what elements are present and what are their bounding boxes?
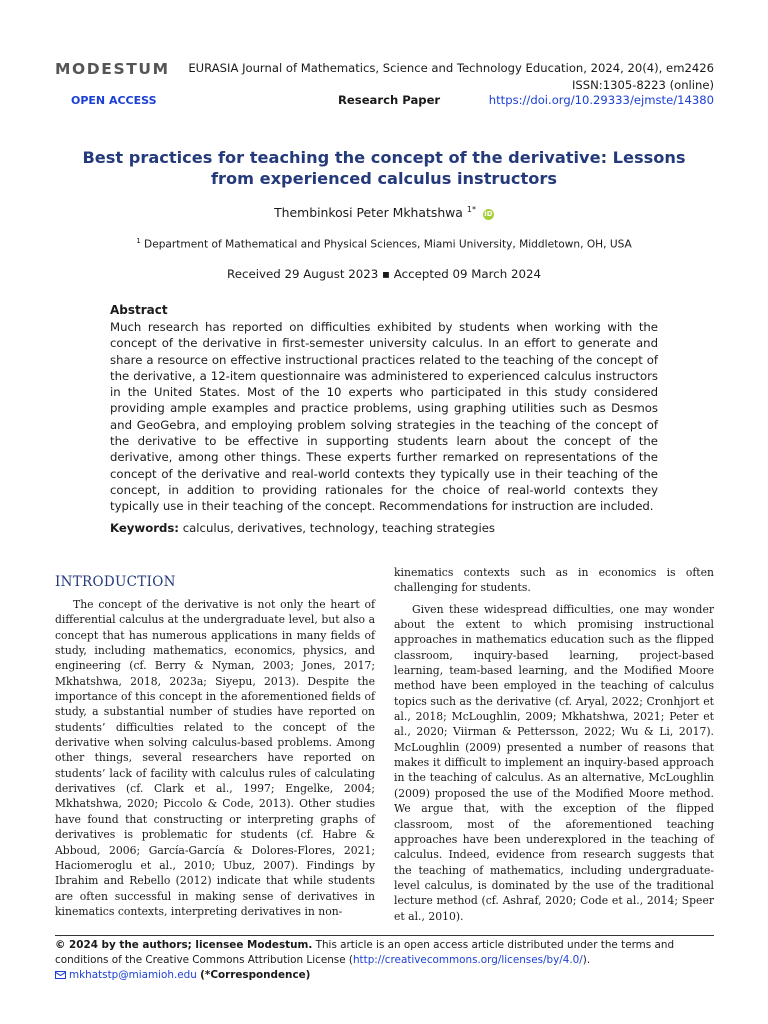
- license-link[interactable]: http://creativecommons.org/licenses/by/4.0/: [352, 953, 583, 966]
- intro-paragraph-2: Given these widespread difficulties, one may wonder about the extent to which promising instructional approaches in mathematics education such as the flipped classroom, inquiry-based learning, project-based learning, team-based learning, and the Modified Moore method have been employed in the teaching of calculus topics such as the derivative (cf. Aryal, 2022; Cronhjort et al., 2018; McLoughlin, 2009; Mkhatshwa, 2021; Peter et al., 2020; Viirman & Pettersson, 2022; Wu & Li, 2017). McLoughlin (2009) presented a number of reasons that makes it difficult to implement an inquiry-based approach in the teaching of calculus. As an alternative, McLoughlin (2009) proposed the use of the Modified Moore method. We argue that, with the exception of the flipped classroom, most of the aforementioned teaching approaches have been underexplored in the teaching of calculus. Indeed, evidence from research suggests that the teaching of mathematics, including undergraduate-level calculus, is dominated by the use of the traditional lecture method (cf. Ashraf, 2020; Code et al., 2014; Speer et al., 2010).: [394, 602, 714, 923]
- body-column-right: [394, 565, 714, 924]
- open-access-badge: OPEN ACCESS: [71, 94, 157, 107]
- author-line: [0, 205, 768, 220]
- issn: ISSN:1305-8223 (online): [571, 78, 714, 92]
- orcid-icon[interactable]: iD: [484, 210, 493, 219]
- keywords-label: Keywords:: [110, 521, 179, 535]
- intro-paragraph-1: The concept of the derivative is not only the heart of differential calculus at the undergraduate level, but also a concept that has numerous applications in many fields of study, including mathematics, economics, physics, and engineering (cf. Berry & Nyman, 2003; Jones, 2017; Mkhatshwa, 2018, 2023a; Siyepu, 2013). Despite the importance of this concept in the aforementioned fields of study, a substantial number of studies have reported on students’ difficulties related to the concept of the derivative when solving calculus-based problems. Among other things, several researchers have reported on students’ lack of facility with calculus rules of calculating derivatives (cf. Clark et al., 1997; Engelke, 2004; Mkhatshwa, 2020; Piccolo & Code, 2013). Other studies have found that constructing or interpreting graphs of derivatives is problematic for students (cf. Habre & Abboud, 2006; García-García & Dolores-Flores, 2021; Haciomeroglu et al., 2010; Ubuz, 2007). Findings by Ibrahim and Rebello (2012) indicate that while students are often successful in making sense of derivatives in kinematics contexts, interpreting derivatives in non-: [55, 598, 375, 918]
- journal-citation: EURASIA Journal of Mathematics, Science and Technology Education, 2024, 20(4), em2426: [188, 61, 714, 75]
- correspondence-line: [55, 968, 714, 983]
- mail-icon: [55, 971, 66, 979]
- license-notice: [55, 938, 714, 968]
- license-end: ).: [582, 953, 591, 966]
- correspondence-label: (*Correspondence): [200, 968, 311, 981]
- author-name[interactable]: Thembinkosi Peter Mkhatshwa: [274, 205, 463, 221]
- abstract-heading: Abstract: [110, 303, 168, 317]
- footer-notes: [55, 938, 714, 982]
- affiliation-text: Department of Mathematical and Physical Sciences, Miami University, Middletown, OH, USA: [144, 238, 632, 251]
- copyright-text: © 2024 by the authors; licensee Modestum.: [55, 939, 313, 951]
- section-heading-introduction: INTRODUCTION: [55, 574, 176, 590]
- doi-link[interactable]: https://doi.org/10.29333/ejmste/14380: [488, 93, 714, 107]
- keywords: [110, 521, 495, 535]
- footer-divider: [55, 935, 714, 936]
- keywords-list: calculus, derivatives, technology, teaching strategies: [182, 521, 495, 535]
- author-superscript: 1*: [466, 205, 476, 214]
- article-title: Best practices for teaching the concept of the derivative: Lessons from experienced calculus instructors: [82, 148, 686, 188]
- abstract-body: Much research has reported on difficulties exhibited by students when working with the concept of the derivative in first-semester university calculus. In an effort to generate and share a resource on effective instructional practices related to the teaching of the concept of the derivative, a 12-item questionnaire was administered to experienced calculus instructors in the United States. Most of the 10 experts who participated in this study considered providing ample examples and practice problems, using graphing utilities such as Desmos and GeoGebra, and employing problem solving strategies in the teaching of the concept of the derivative to be effective in supporting students learn about the concept of the derivative, among other things. These experts further remarked on representations of the concept of the derivative and real-world contexts they typically use in their teaching of the concept, in addition to providing rationales for the choice of real-world contexts they typically use in their teaching of the concept. Recommendations for instruction are included.: [110, 320, 658, 514]
- email-link[interactable]: mkhatstp@miamioh.edu: [69, 968, 197, 981]
- paper-type: Research Paper: [338, 93, 441, 107]
- article-dates: Received 29 August 2023 ▪ Accepted 09 March 2024: [227, 267, 541, 281]
- publisher-logo: MODESTUM: [55, 60, 170, 78]
- license-text: This article is an open access article distributed under the terms and conditions of the Creative Commons Attribution License (: [55, 939, 675, 966]
- affiliation: [0, 237, 768, 251]
- affiliation-superscript: 1: [136, 237, 141, 245]
- body-column-left: [55, 597, 375, 919]
- intro-paragraph-continued: kinematics contexts such as in economics is often challenging for students.: [394, 566, 714, 595]
